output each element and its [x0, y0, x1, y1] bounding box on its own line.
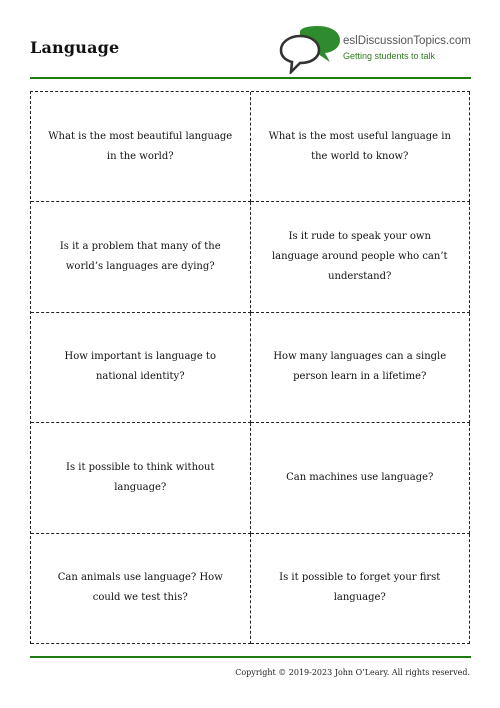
question-card [31, 202, 251, 312]
question-text: Is it possible to think without language? [66, 461, 215, 493]
copyright-notice: Copyright © 2019-2023 John O’Leary. All rights reserved. [235, 668, 470, 677]
question-card [251, 423, 471, 533]
question-text: Can animals use language? How could we test this? [57, 572, 223, 604]
question-card [31, 534, 251, 644]
question-text: Is it rude to speak your own language around people who can’t understand? [271, 231, 448, 283]
question-card-grid [30, 91, 470, 644]
question-text: Is it a problem that many of the world’s languages are dying? [59, 241, 221, 273]
page-title: Language [30, 38, 120, 57]
question-card [31, 313, 251, 423]
question-text: How many languages can a single person learn in a lifetime? [273, 351, 447, 383]
question-card [251, 313, 471, 423]
footer-divider [30, 656, 471, 658]
question-card [251, 534, 471, 644]
question-text: What is the most useful language in the world to know? [268, 130, 451, 162]
question-card [251, 202, 471, 312]
speech-bubbles-icon [278, 26, 340, 74]
question-card [31, 423, 251, 533]
question-text: What is the most beautiful language in the world? [48, 130, 233, 162]
question-text: Can machines use language? [286, 471, 434, 483]
site-logo[interactable] [278, 26, 478, 76]
logo-site-name: eslDiscussionTopics.com [343, 35, 471, 47]
logo-tagline: Getting students to talk [343, 51, 436, 61]
question-text: How important is language to national identity? [64, 351, 216, 383]
header-divider [30, 77, 471, 79]
question-card [31, 92, 251, 202]
question-text: Is it possible to forget your first language? [279, 572, 441, 604]
question-card [251, 92, 471, 202]
